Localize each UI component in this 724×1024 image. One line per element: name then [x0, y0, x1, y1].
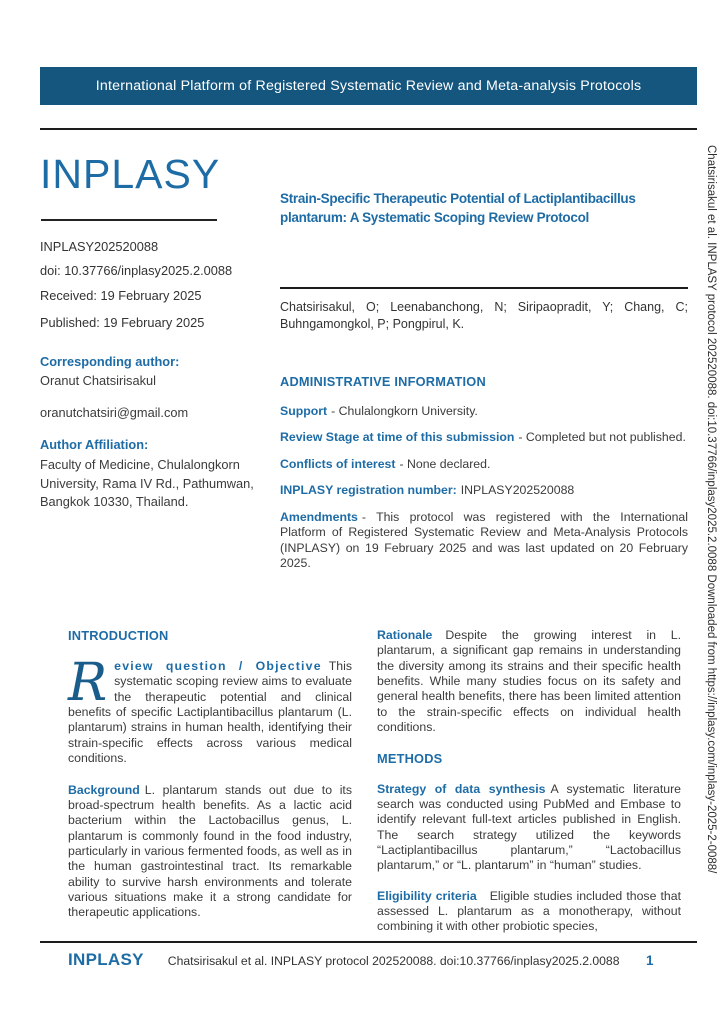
- introduction-heading: INTRODUCTION: [68, 628, 169, 643]
- eligibility-label: Eligibility criteria: [377, 888, 477, 903]
- sidebar-citation: Chatsirisakul et al. INPLASY protocol 202520088. doi:10.37766/inplasy2025.2.0088 Downloaded from https://inplasy.com/inplasy-2025-2-0088/: [705, 145, 717, 874]
- dropcap-letter: R: [68, 653, 108, 713]
- footer-divider: [40, 941, 697, 943]
- strategy-paragraph: [377, 782, 681, 874]
- received-date: Received: 19 February 2025: [40, 287, 202, 303]
- admin-item-label: Support: [280, 404, 328, 418]
- header-divider: [40, 128, 697, 130]
- footer-citation: Chatsirisakul et al. INPLASY protocol 202520088. doi:10.37766/inplasy2025.2.0088: [167, 954, 620, 968]
- affiliation-label: Author Affiliation:: [40, 437, 149, 453]
- rationale-text: Despite the growing interest in L. plantarum, a significant gap remains in understanding the diversity among its strains and their specific health benefits. While many studies focus on its safety and general health benefits, there has been limited attention to the strain-specific effects on individual health conditions.: [377, 628, 681, 735]
- admin-item-text: - Chulalongkorn University.: [331, 404, 478, 418]
- admin-heading: ADMINISTRATIVE INFORMATION: [280, 374, 486, 389]
- journal-banner: [40, 67, 697, 105]
- journal-banner-title: International Platform of Registered Systematic Review and Meta-analysis Protocols: [95, 78, 642, 94]
- admin-item-label: Amendments: [280, 509, 358, 524]
- masthead: [40, 152, 272, 511]
- corresponding-author-name: Oranut Chatsirisakul: [40, 373, 156, 389]
- admin-item-registration-number: [280, 483, 688, 498]
- admin-item-amendments: [280, 510, 688, 572]
- introduction-section: [68, 628, 352, 936]
- page-number: 1: [646, 953, 654, 968]
- footer: [68, 950, 628, 970]
- objective-label: eview question / Objective: [114, 659, 322, 673]
- admin-item-support: [280, 404, 688, 419]
- logo-divider: [41, 219, 217, 221]
- corresponding-author-label: Corresponding author:: [40, 354, 180, 370]
- admin-item-review-stage: [280, 430, 688, 445]
- background-paragraph: [68, 783, 352, 921]
- footer-logo: INPLASY: [68, 950, 144, 969]
- eligibility-paragraph: [377, 889, 681, 935]
- article-title: Strain-Specific Therapeutic Potential of Lactiplantibacillus plantarum: A Systematic Scoping Review Protocol: [280, 191, 636, 226]
- admin-item-text: - This protocol was registered with the International Platform of Registered Systematic Review and Meta-Analysis Protocols (INPLASY) on 19 February 2025 and was last updated on 20 February 2025.: [280, 509, 688, 571]
- affiliation-text: Faculty of Medicine, Chulalongkorn University, Rama IV Rd., Pathumwan, Bangkok 10330, Thailand.: [40, 457, 254, 509]
- admin-item-label: INPLASY registration number:: [280, 483, 457, 498]
- doi-text: doi: 10.37766/inplasy2025.2.0088: [40, 263, 233, 279]
- rationale-label: Rationale: [377, 628, 433, 642]
- corresponding-author-email: oranutchatsiri@gmail.com: [40, 405, 189, 421]
- admin-item-conflicts: [280, 457, 688, 472]
- administrative-information-section: [280, 374, 688, 583]
- registration-id: INPLASY202520088: [40, 239, 159, 255]
- background-label: Background: [68, 782, 140, 797]
- admin-item-label: Conflicts of interest: [280, 456, 396, 471]
- admin-item-text: - None declared.: [399, 456, 491, 471]
- methods-heading: METHODS: [377, 750, 443, 766]
- authors-divider: [280, 287, 688, 289]
- rationale-methods-section: [377, 628, 681, 950]
- strategy-label: Strategy of data synthesis: [377, 781, 546, 796]
- rationale-paragraph: [377, 628, 681, 736]
- eligibility-text: Eligible studies included those that assessed L. plantarum as a monotherapy, without combining it with other probiotic species,: [377, 888, 681, 934]
- objective-text: This systematic scoping review aims to evaluate the therapeutic potential and clinical benefits of specific Lactiplantibacillus plantarum (L. plantarum) strains in human health, identifying their strain-specific effects across various medical conditions.: [68, 659, 352, 766]
- inplasy-logo: INPLASY: [40, 151, 221, 197]
- objective-paragraph: [68, 653, 352, 767]
- background-text: L. plantarum stands out due to its broad-spectrum health benefits. As a lactic acid bacterium within the Lactobacillus genus, L. plantarum is commonly found in the food industry, particularly in various fermented foods, as well as in the human gastrointestinal tract. Its remarkable ability to survive harsh environments and tolerate various situations make it a strong candidate for therapeutic applications.: [68, 782, 352, 920]
- strategy-text: A systematic literature search was conducted using PubMed and Embase to identify relevant full-text articles published in English. The search strategy utilized the keywords “Lactiplantibacillus plantarum,” “Lactobacillus plantarum,” or “L. plantarum” in “human” studies.: [377, 781, 682, 873]
- published-date: Published: 19 February 2025: [40, 315, 205, 331]
- admin-item-label: Review Stage at time of this submission: [280, 430, 515, 445]
- admin-item-text: - Completed but not published.: [518, 430, 686, 445]
- article-authors: Chatsirisakul, O; Leenabanchong, N; Siripaopradit, Y; Chang, C; Buhngamongkol, P; Pongpirul, K.: [280, 300, 688, 331]
- admin-item-text: INPLASY202520088: [460, 483, 575, 498]
